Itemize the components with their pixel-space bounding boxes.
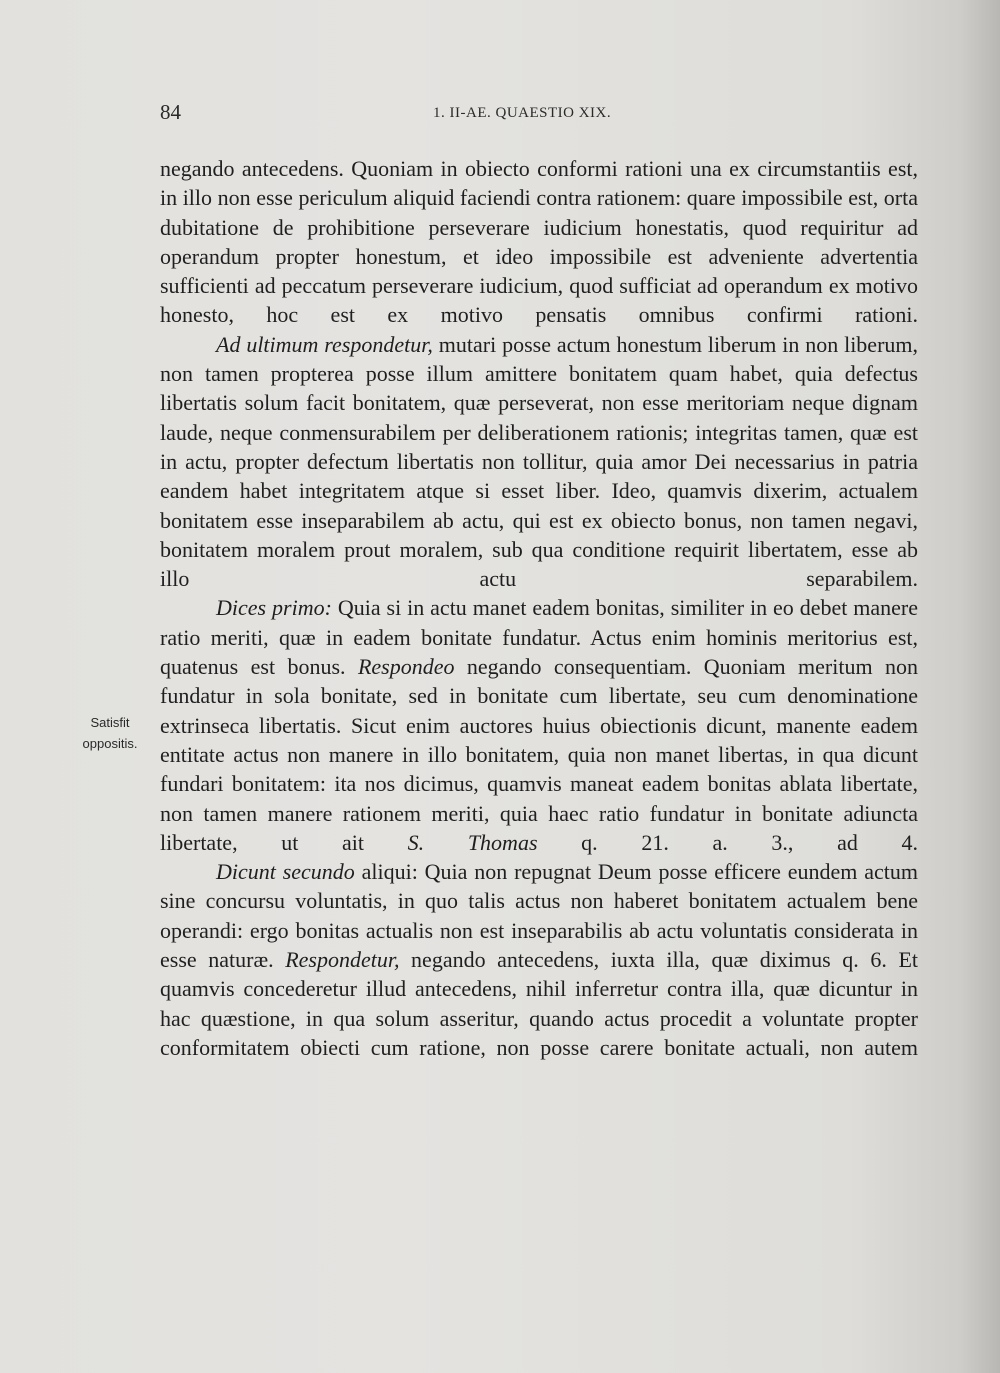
text-segment: negando antecedens, iuxta illa, quæ diximus q. 6. Et quamvis concederetur illud antecedens, nihil inferretur contra illa, quæ dicuntur in hac quæstione, in qua solum asseritur, quando actus procedit a voluntate propter conformitatem obiecti cum ratione, non posse carere bonitate actuali, non autem	[160, 947, 918, 1060]
running-title: 1. II-AE. QUAESTIO XIX.	[433, 105, 612, 121]
text-segment: aliqui: Quia non repugnat Deum posse efficere eundem actum sine concursu voluntatis, in quo talis actus non haberet bonitatem actualem bene operandi: ergo bonitas actualis non est inseparabilis ab actu voluntatis considerata in esse naturæ.	[160, 859, 918, 973]
text-segment-italic: S. Thomas	[407, 829, 538, 855]
margin-note	[70, 712, 150, 754]
text-segment-italic: Dicunt secundo	[216, 859, 355, 885]
paragraph-1	[160, 154, 918, 330]
margin-note-line-1: Satisfit	[90, 715, 130, 730]
text-segment: negando antecedens. Quoniam in obiecto conformi rationi una ex circumstantiis est, in illo non esse periculum aliquid faciendi contra rationem: quare impossibile est, orta dubitatione de prohibitione perseverare iudicium honestatis, quod requiritur ad operandum propter honestum, et ideo impossibile est adveniente advertentia sufficienti ad peccatum perseverare iudicium, quod sufficiat ad operandum ex motivo honesto, hoc est ex motivo pensatis omnibus confirmi rationi.	[160, 156, 918, 328]
body-text	[160, 154, 918, 1062]
text-segment-italic: Dices primo:	[216, 595, 332, 621]
paragraph-3	[160, 593, 918, 857]
page-header	[160, 100, 920, 130]
text-segment: negando consequentiam. Quoniam meritum non fundatur in sola bonitate, sed in bonitate cum libertate, seu cum denominatione extrinseca libertatis. Sicut enim auctores huius obiectionis dicunt, manente eadem entitate actus non manere in illo bonitatem, quia non manet libertas, in qua dicunt fundari bonitatem: ita nos dicimus, quamvis maneat eadem bonitas ablata libertate, non tamen manere rationem meriti, quia haec ratio fundatur in bonitate adiuncta libertate, ut ait	[160, 654, 919, 855]
text-segment-italic: Respondeo	[357, 654, 455, 680]
text-segment: q. 21. a. 3., ad 4.	[537, 829, 919, 855]
paragraph-4	[160, 857, 918, 1062]
text-segment: Quia si in actu manet eadem bonitas, similiter in eo debet manere ratio meriti, quæ in eadem bonitate fundatur. Actus enim hominis meritorius est, quatenus est bonus.	[160, 595, 918, 680]
text-segment-italic: Ad ultimum respondetur,	[216, 331, 433, 357]
margin-note-line-2: oppositis.	[82, 736, 138, 751]
text-segment-italic: Respondetur,	[285, 947, 400, 973]
text-segment: mutari posse actum honestum liberum in non liberum, non tamen propterea posse illum amittere bonitatem quam habet, quia defectus libertatis solum facit bonitatem, quæ perseverat, non esse meritoriam neque dignam laude, neque conmensurabilem per deliberationem rationis; integritas tamen, quæ est in actu, propter defectum libertatis non tollitur, quia amor Dei necessarius in patria eandem habet integritatem atque si esset liber. Ideo, quamvis dixerim, actualem bonitatem esse inseparabilem ab actu, qui est ex obiecto bonus, non tamen negavi, bonitatem moralem prout moralem, sub qua conditione requirit libertatem, esse ab illo actu separabilem.	[160, 331, 919, 592]
page-number: 84	[160, 100, 181, 124]
paragraph-2	[160, 330, 918, 594]
